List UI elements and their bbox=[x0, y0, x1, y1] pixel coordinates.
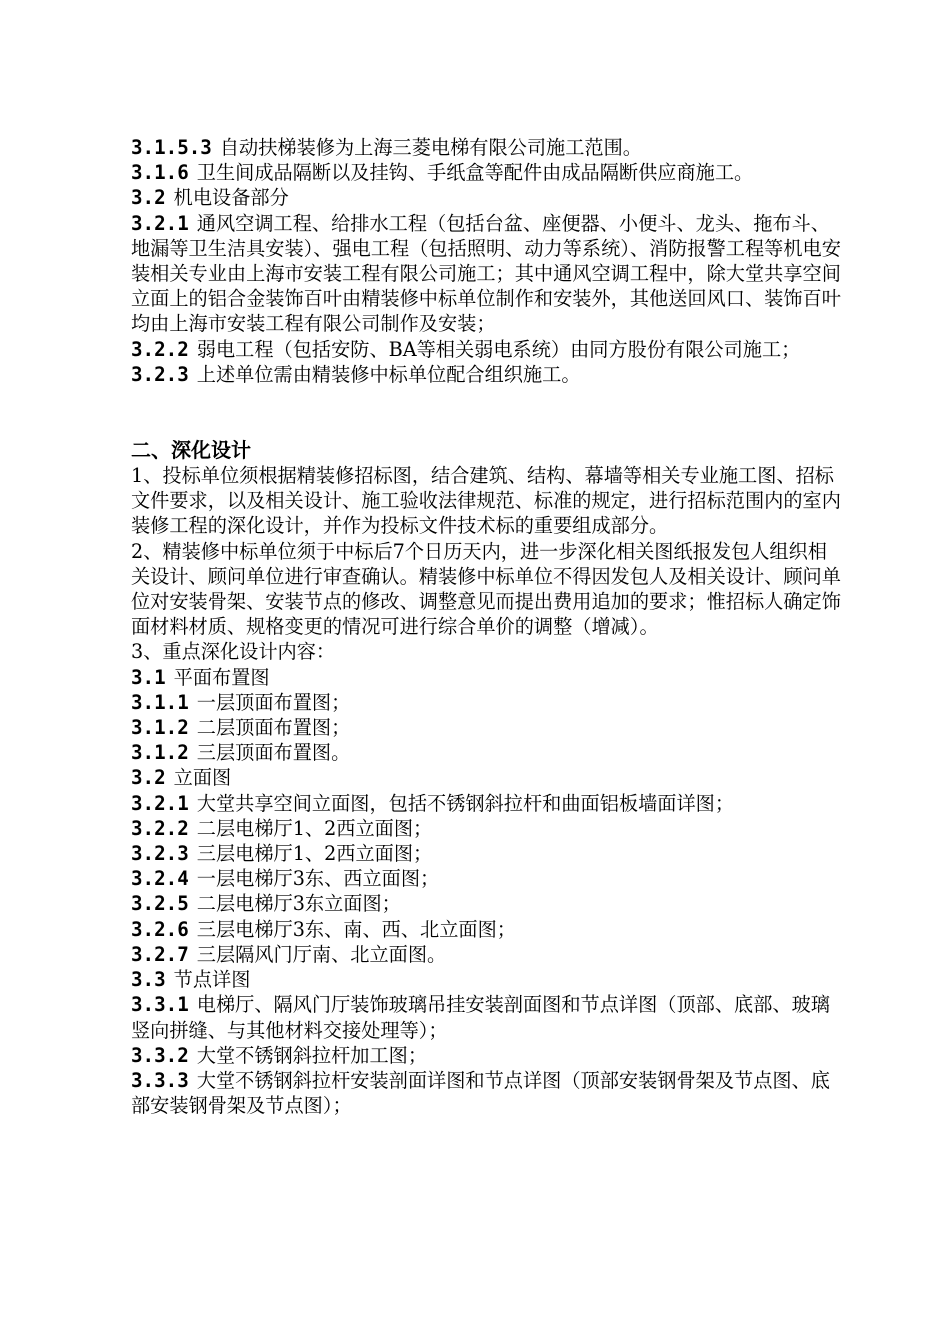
item-number: 3.2.4 bbox=[131, 867, 189, 891]
numbered-item bbox=[131, 891, 843, 916]
document-page bbox=[131, 135, 843, 1118]
numbered-item bbox=[131, 337, 843, 362]
item-text: 一层电梯厅3东、西立面图； bbox=[196, 867, 440, 891]
numbered-item bbox=[131, 917, 843, 942]
numbered-item bbox=[131, 665, 843, 690]
section-deepening-design-paragraphs bbox=[131, 463, 843, 665]
item-text: 大堂不锈钢斜拉杆加工图； bbox=[196, 1043, 428, 1067]
numbered-item bbox=[131, 841, 843, 866]
numbered-item bbox=[131, 1068, 843, 1118]
section-gap bbox=[131, 387, 843, 437]
numbered-item bbox=[131, 967, 843, 992]
item-number: 3.2.1 bbox=[131, 211, 189, 235]
item-number: 3.3.2 bbox=[131, 1043, 189, 1067]
item-text: 二层电梯厅1、2西立面图； bbox=[196, 816, 433, 840]
numbered-item bbox=[131, 715, 843, 740]
item-text: 大堂不锈钢斜拉杆安装剖面详图和节点详图（顶部安装钢骨架及节点图、底部安装钢骨架及节点图）； bbox=[131, 1068, 830, 1118]
numbered-item bbox=[131, 135, 843, 160]
item-text: 机电设备部分 bbox=[173, 186, 289, 210]
item-number: 3.2.1 bbox=[131, 791, 189, 815]
paragraph: 3、重点深化设计内容： bbox=[131, 640, 336, 664]
numbered-item bbox=[131, 362, 843, 387]
item-number: 3.1.2 bbox=[131, 741, 189, 765]
item-number: 3.3.3 bbox=[131, 1068, 189, 1092]
item-number: 3.2.3 bbox=[131, 362, 189, 386]
item-text: 平面布置图 bbox=[173, 665, 270, 689]
numbered-item bbox=[131, 866, 843, 891]
numbered-item bbox=[131, 791, 843, 816]
numbered-item bbox=[131, 942, 843, 967]
paragraph: 2、精装修中标单位须于中标后7个日历天内，进一步深化相关图纸报发包人组织相关设计、顾问单位进行审查确认。精装修中标单位不得因发包人及相关设计、顾问单位对安装骨架、安装节点的修改、调整意见而提出费用追加的要求；惟招标人确定饰面材料材质、规格变更的情况可进行综合单价的调整（增减）。 bbox=[131, 539, 841, 639]
item-text: 节点详图 bbox=[173, 968, 251, 992]
item-number: 3.2.3 bbox=[131, 842, 189, 866]
section-construction-scope bbox=[131, 135, 843, 387]
item-number: 3.1.1 bbox=[131, 690, 189, 714]
item-number: 3.1 bbox=[131, 665, 166, 689]
item-number: 3.2.5 bbox=[131, 892, 189, 916]
item-number: 3.3.1 bbox=[131, 993, 189, 1017]
item-text: 三层隔风门厅南、北立面图。 bbox=[196, 942, 447, 966]
item-text: 卫生间成品隔断以及挂钩、手纸盒等配件由成品隔断供应商施工。 bbox=[196, 161, 754, 185]
item-number: 3.2 bbox=[131, 186, 166, 210]
item-number: 3.3 bbox=[131, 968, 166, 992]
numbered-item bbox=[131, 185, 843, 210]
item-text: 二层顶面布置图； bbox=[196, 716, 351, 740]
item-number: 3.1.2 bbox=[131, 716, 189, 740]
numbered-item bbox=[131, 992, 843, 1042]
numbered-item bbox=[131, 690, 843, 715]
item-number: 3.2.6 bbox=[131, 917, 189, 941]
item-number: 3.2.2 bbox=[131, 816, 189, 840]
item-text: 上述单位需由精装修中标单位配合组织施工。 bbox=[196, 362, 581, 386]
item-text: 一层顶面布置图； bbox=[196, 690, 351, 714]
numbered-item bbox=[131, 816, 843, 841]
numbered-item bbox=[131, 160, 843, 185]
item-number: 3.1.6 bbox=[131, 161, 189, 185]
item-text: 三层顶面布置图。 bbox=[196, 741, 351, 765]
section-deepening-design-items bbox=[131, 665, 843, 1119]
item-text: 二层电梯厅3东立面图； bbox=[196, 892, 401, 916]
section-heading: 二、深化设计 bbox=[131, 438, 251, 463]
item-text: 自动扶梯装修为上海三菱电梯有限公司施工范围。 bbox=[219, 136, 642, 159]
item-text: 三层电梯厅1、2西立面图； bbox=[196, 842, 433, 866]
item-text: 通风空调工程、给排水工程（包括台盆、座便器、小便斗、龙头、拖布斗、地漏等卫生洁具安装）、强电工程（包括照明、动力等系统）、消防报警工程等机电安装相关专业由上海市安装工程有限公司施工；其中通风空调工程中，除大堂共享空间立面上的铝合金装饰百叶由精装修中标单位制作和安装外，其他送回风口、装饰百叶均由上海市安装工程有限公司制作及安装； bbox=[131, 211, 841, 336]
item-text: 大堂共享空间立面图，包括不锈钢斜拉杆和曲面铝板墙面详图； bbox=[196, 791, 735, 815]
item-text: 三层电梯厅3东、南、西、北立面图； bbox=[196, 917, 516, 941]
numbered-item bbox=[131, 211, 843, 337]
numbered-item bbox=[131, 765, 843, 790]
paragraph: 1、投标单位须根据精装修招标图，结合建筑、结构、幕墙等相关专业施工图、招标文件要求，以及相关设计、施工验收法律规范、标准的规定，进行招标范围内的室内装修工程的深化设计，并作为投标文件技术标的重要组成部分。 bbox=[131, 464, 841, 538]
item-number: 3.2 bbox=[131, 766, 166, 790]
item-number: 3.2.2 bbox=[131, 337, 189, 361]
item-text: 电梯厅、隔风门厅装饰玻璃吊挂安装剖面图和节点详图（顶部、底部、玻璃竖向拼缝、与其他材料交接处理等）； bbox=[131, 993, 830, 1042]
item-number: 3.2.7 bbox=[131, 942, 189, 966]
item-number: 3.1.5.3 bbox=[131, 136, 212, 159]
numbered-item bbox=[131, 740, 843, 765]
numbered-item bbox=[131, 1043, 843, 1068]
item-text: 弱电工程（包括安防、BA等相关弱电系统）由同方股份有限公司施工； bbox=[196, 337, 801, 361]
item-text: 立面图 bbox=[173, 766, 232, 790]
